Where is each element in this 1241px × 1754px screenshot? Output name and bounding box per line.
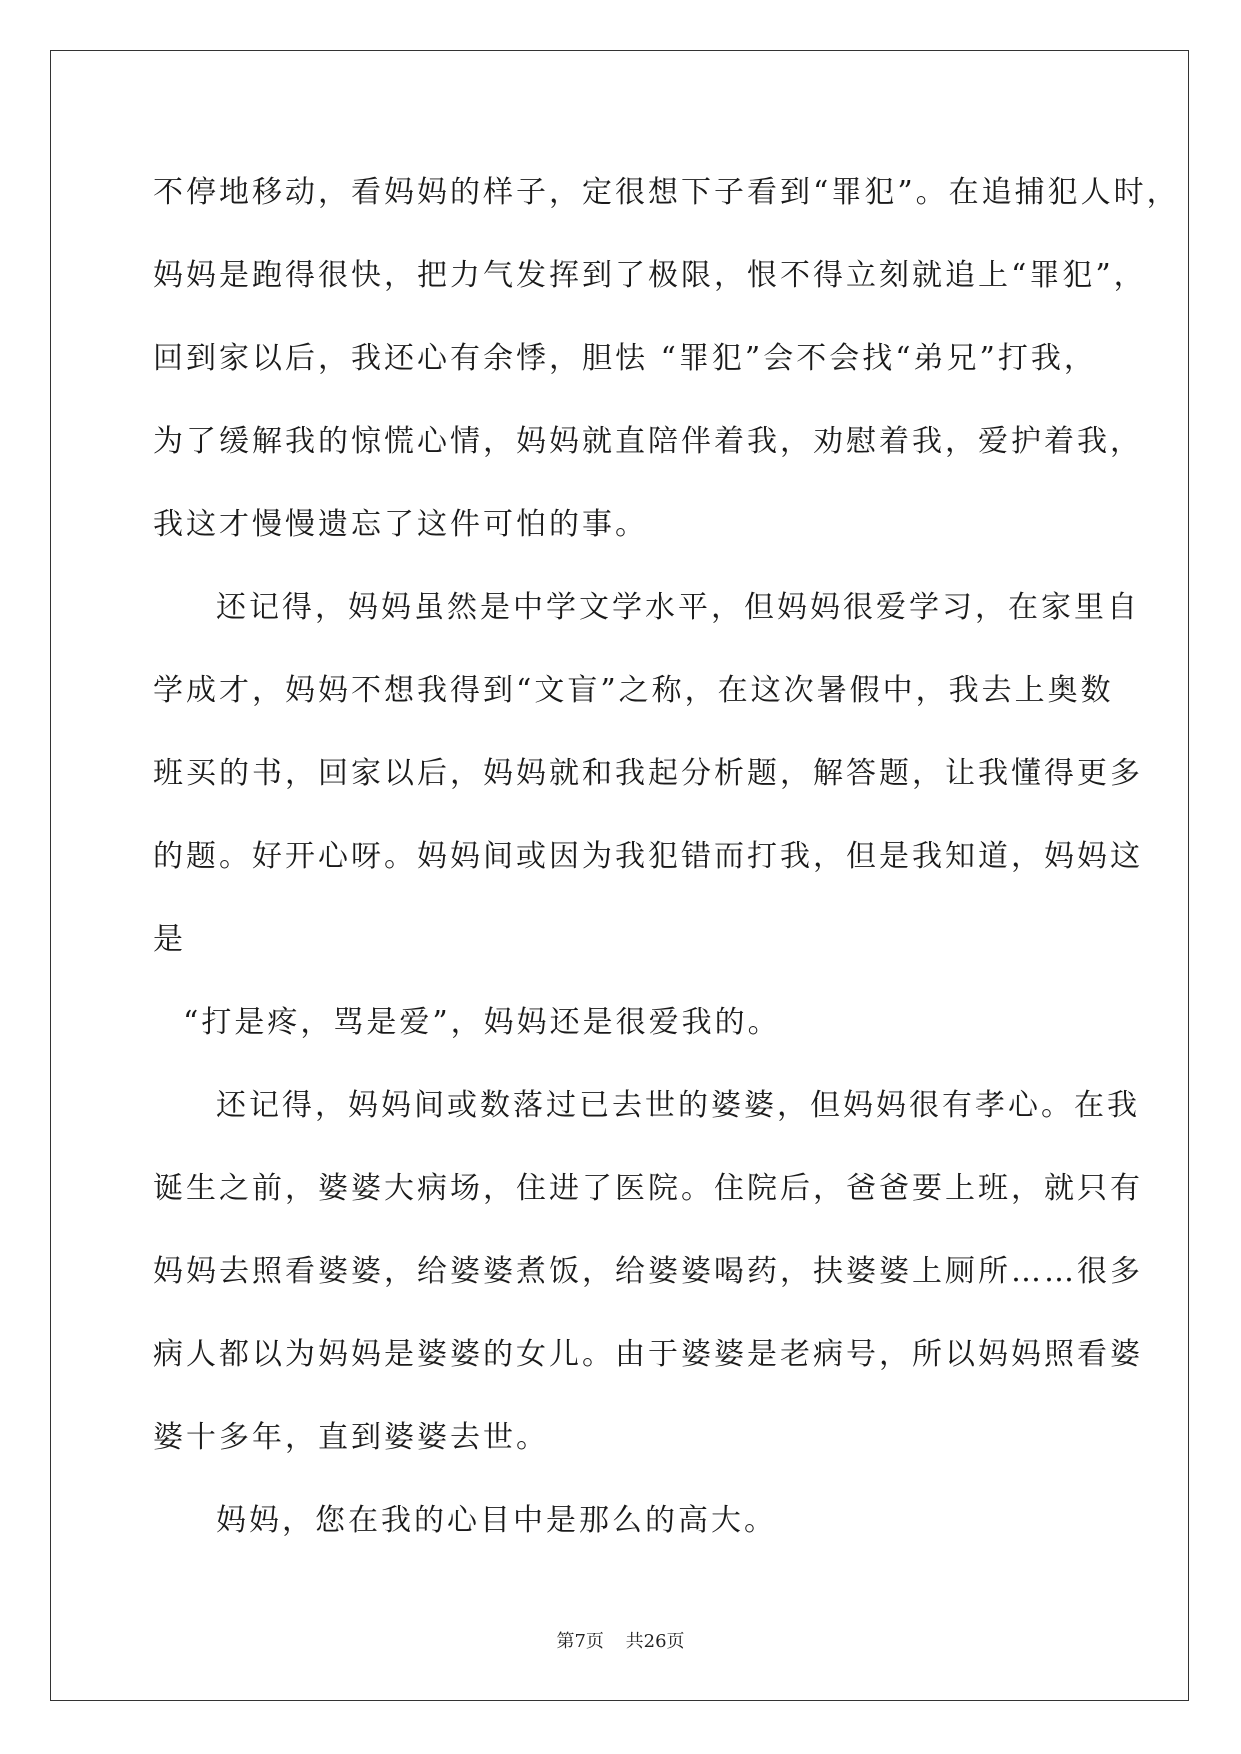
text-line: 学成才，妈妈不想我得到“文盲”之称，在这次暑假中，我去上奥数: [153, 673, 1114, 708]
page-footer: [0, 1627, 1241, 1653]
page-number: 第7页: [556, 1631, 604, 1652]
paragraph-start-line: 还记得，妈妈虽然是中学文学水平，但妈妈很爱学习，在家里自: [216, 590, 1140, 625]
text-line: 回到家以后，我还心有余悸，胆怯 “罪犯”会不会找“弟兄”打我，: [153, 341, 1097, 376]
text-line: 不停地移动，看妈妈的样子，定很想下子看到“罪犯”。在追捕犯人时，: [153, 175, 1180, 210]
text-line: 妈妈是跑得很快，把力气发挥到了极限，恨不得立刻就追上“罪犯”，: [153, 258, 1147, 293]
text-line: 我这才慢慢遗忘了这件可怕的事。: [153, 507, 648, 542]
paragraph-start-line: 妈妈，您在我的心目中是那么的高大。: [216, 1503, 777, 1538]
body-text: [153, 168, 1180, 1579]
paragraph-start-line: “打是疼，骂是爱”，妈妈还是很爱我的。: [183, 1005, 781, 1040]
text-line: 婆十多年，直到婆婆去世。: [153, 1420, 549, 1455]
text-line: 诞生之前，婆婆大病场，住进了医院。住院后，爸爸要上班，就只有: [153, 1171, 1143, 1206]
paragraph-start-line: 还记得，妈妈间或数落过已去世的婆婆，但妈妈很有孝心。在我: [216, 1088, 1140, 1123]
text-line: 病人都以为妈妈是婆婆的女儿。由于婆婆是老病号，所以妈妈照看婆: [153, 1337, 1143, 1372]
text-line: 为了缓解我的惊慌心情，妈妈就直陪伴着我，劝慰着我，爱护着我，: [153, 424, 1143, 459]
text-line: 妈妈去照看婆婆，给婆婆煮饭，给婆婆喝药，扶婆婆上厕所……很多: [153, 1254, 1143, 1289]
text-line: 班买的书，回家以后，妈妈就和我起分析题，解答题，让我懂得更多: [153, 756, 1143, 791]
text-line: 是: [153, 922, 186, 957]
text-line: 的题。好开心呀。妈妈间或因为我犯错而打我，但是我知道，妈妈这: [153, 839, 1143, 874]
page-total: 共26页: [625, 1631, 685, 1652]
